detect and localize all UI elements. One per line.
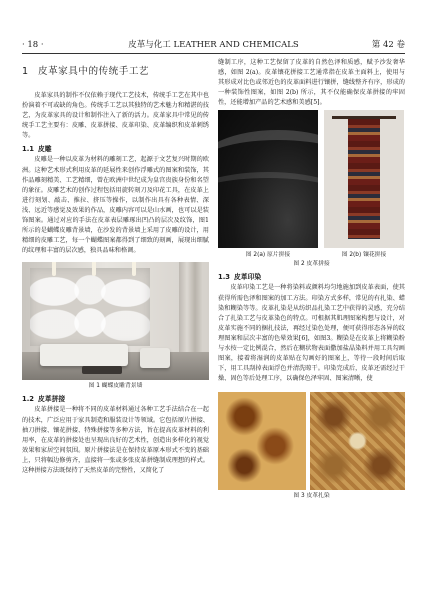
- section-heading: [22, 58, 209, 91]
- leather-highlight: [218, 172, 318, 238]
- ceiling-lamp: [132, 262, 136, 276]
- armchair: [140, 348, 170, 368]
- right-column: [218, 58, 405, 501]
- left-column: [22, 58, 209, 476]
- tie-dye-sample-1: [218, 392, 306, 490]
- figure-2-subcaptions: [218, 251, 405, 260]
- page-number: · 18 ·: [22, 40, 44, 50]
- subsection-title: 皮革印染: [234, 273, 262, 282]
- ceiling-lamp: [52, 262, 56, 276]
- journal-name: 皮革与化工 LEATHER AND CHEMICALS: [128, 40, 299, 50]
- intro-paragraph: 皮革家具的制作不仅依赖于现代工艺技术，传统手工艺在其中也扮演着不可或缺的角色。传统手工艺以其独特的艺术魅力和精湛的技艺，为皮革家具的设计和制作注入了新的活力。皮革家具中常见的传统手工艺主要有：皮雕、皮革拼接、皮革印染、皮革编织和皮革刺绣等。: [22, 92, 209, 140]
- figure-2-caption: 图 2 皮革拼接: [293, 261, 330, 268]
- section-title: 皮革家具中的传统手工艺: [38, 66, 150, 77]
- figure-3-caption: 图 3 皮革扎染: [293, 493, 330, 500]
- curtain: [179, 262, 203, 352]
- section-number: 1: [22, 66, 29, 77]
- coffee-table: [82, 366, 122, 374]
- leather-dyeing-paragraph: 皮革印染工艺是一种将染料或颜料均匀地施加到皮革表面，使其获得所需色泽和图案的加工方法。印染方式多样，常见的有扎染、蜡染和糊染等等。皮革扎染是从纺织品扎染工艺中获得的灵感，充分结合了扎染工艺与皮革染色的特点。可根据其肌理图案构想与设计，对皮革实施不同的捆扎技法，再经过染色处理，便可获得形态各异的纹理图案和层次丰富的色晕效果[6]，如图3。糊染是在皮革上将糊染粉与水按一定比例混合，然后在糊状物表面撒加盐晶染料并用工具勾画图案，接着将湿润的皮革贴在勾画好的图案上，等待一段时间后取下，用工具刮掉表面浮色并清洗晾干。印染完成后，皮革还需经过干燥、固色等后处理工序，以确保色泽牢固、图案清晰，使: [218, 284, 405, 383]
- subsection-number: 1.1: [22, 145, 35, 154]
- ceiling-lamp: [92, 262, 96, 276]
- leather-carving-paragraph: 皮雕是一种以皮革为材料的雕刻工艺，起源于文艺复兴时期的欧洲。这种艺术形式利用皮革的延展性来创作浮雕式的图案和装饰，其作品雕刻精美、工艺精细，曾在欧洲中世纪成为皇宫贵族身份和名望的象征。皮雕艺术的创作过程包括用旋转刻刀及印花工具，在皮革上进行刻划、敲击、推拉、挤压等操作，以制作出具有各种表情、深浅、远近等感觉及效果的作品，皮雕内容可以是山水画，也可以是装饰图案。通过对应的手法在皮革表层雕琢出凹凸的层次及纹饰，图1所示的是蝴蝶皮雕背景墙，在沙发的背景墙上采用了皮雕的设计，用精细的皮雕工艺，每一个蝴蝶图案都得到了细致的刻画，展现出细腻的纹理和丰富的层次感，独具品味和格调。: [22, 156, 209, 255]
- splicing-continued-paragraph: 缝制工序，这种工艺保留了皮革的自然色泽和质感，赋予沙发奢华感，如图 2(a)。皮革镶花拼接工艺通常指在皮革主面料上，使用与其形成对比色或邻近色的皮革面料进行镶拼，缝线整齐有序，形成的一种装饰性图案，如图 2(b) 所示，其不仅能确保皮革拼接的牢固性，还能增加产品的艺术感和美感[5]。: [218, 59, 405, 107]
- subsection-heading-1-3: [218, 272, 405, 282]
- tie-dye-sample-2: [310, 392, 405, 490]
- figure-2b-caption: 图 2(b) 镶花拼接: [341, 252, 387, 259]
- figure-2a-caption: 图 2(a) 原片拼接: [245, 252, 291, 259]
- subsection-number: 1.3: [218, 273, 231, 282]
- subsection-number: 1.2: [22, 395, 35, 404]
- carved-wall: [30, 268, 150, 346]
- volume-label: 第 42 卷: [371, 40, 405, 50]
- figure-2: [218, 110, 405, 248]
- leather-splicing-paragraph: 皮革拼接是一种将不同的皮革材料通过各种工艺手法结合在一起的技术，广泛应用于家具制造和服装设计等领域。它包括原片拼接、抽刀拼接、镶花拼接、特殊拼接等多种方法，旨在提高皮革材料的利用率，在皮革的拼接处也呈现出良好的艺术性，创造出多样化的视觉效果和家居空间氛围。原片拼接法是在保持皮革原本形式不变的基础上，只将幅边修剪齐，直接将一张或多张皮革拼缝制成理想的样式。这种拼接方法既保持了天然皮革的完整性，又简化了: [22, 406, 209, 474]
- subsection-title: 皮雕: [38, 145, 52, 154]
- inlaid-leather-hanging: [348, 119, 380, 239]
- subsection-title: 皮革拼接: [38, 395, 66, 404]
- figure-3: [218, 392, 405, 490]
- tapestry-photo: [324, 110, 404, 248]
- header-divider: [22, 53, 405, 54]
- sofa: [40, 344, 128, 366]
- butterfly-wall-photo: [22, 262, 209, 380]
- figure-1-caption: 图 1 蝴蝶皮雕背景墙: [88, 383, 143, 390]
- subsection-heading-1-2: [22, 394, 209, 404]
- black-leather-photo: [218, 110, 318, 248]
- running-header: [22, 38, 405, 52]
- subsection-heading-1-1: [22, 144, 209, 154]
